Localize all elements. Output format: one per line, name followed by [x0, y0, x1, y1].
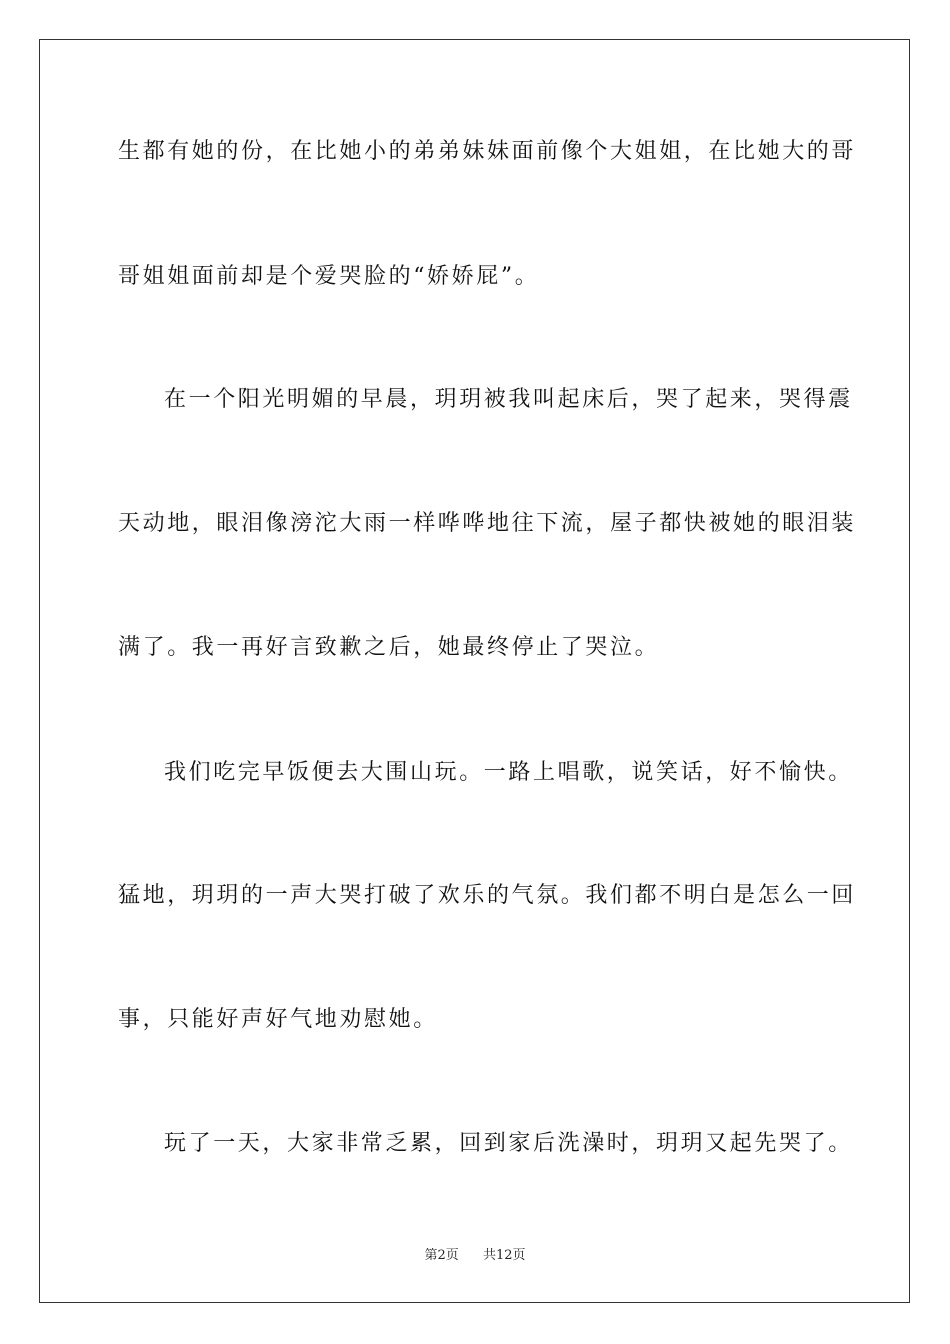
body-line: 天动地，眼泪像滂沱大雨一样哗哗地往下流，屋子都快被她的眼泪装 — [118, 511, 857, 536]
body-line: 生都有她的份，在比她小的弟弟妹妹面前像个大姐姐，在比她大的哥 — [118, 139, 857, 164]
paragraph-first-line: 玩了一天，大家非常乏累，回到家后洗澡时，玥玥又起先哭了。 — [164, 1131, 853, 1156]
page-footer — [0, 1247, 950, 1265]
body-line: 猛地，玥玥的一声大哭打破了欢乐的气氛。我们都不明白是怎么一回 — [118, 883, 857, 908]
page-number: 第2页 — [424, 1248, 459, 1263]
body-line: 满了。我一再好言致歉之后，她最终停止了哭泣。 — [118, 635, 660, 660]
page-border — [39, 39, 910, 1303]
paragraph-first-line: 我们吃完早饭便去大围山玩。一路上唱歌，说笑话，好不愉快。 — [164, 760, 853, 785]
body-line: 哥姐姐面前却是个爱哭脸的“娇娇屁”。 — [118, 264, 540, 289]
body-line: 事，只能好声好气地劝慰她。 — [118, 1007, 438, 1032]
page-total: 共12页 — [483, 1248, 526, 1263]
paragraph-first-line: 在一个阳光明媚的早晨，玥玥被我叫起床后，哭了起来，哭得震 — [164, 387, 853, 412]
